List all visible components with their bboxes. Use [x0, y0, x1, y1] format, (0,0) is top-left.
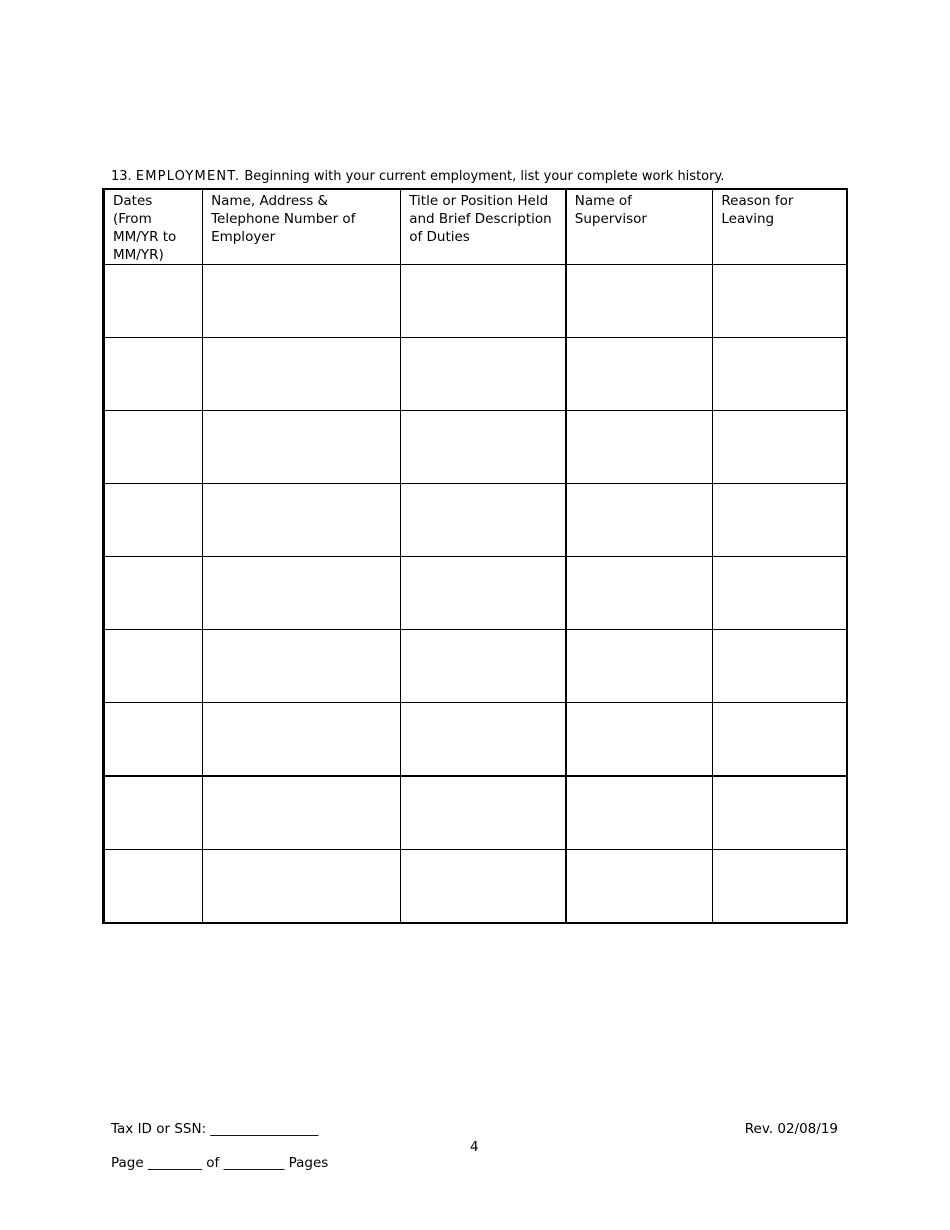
cell-title[interactable] — [401, 703, 566, 777]
section-number: 13. — [111, 169, 132, 184]
table-row — [104, 630, 848, 703]
table-row — [104, 557, 848, 630]
cell-supervisor[interactable] — [566, 265, 713, 338]
cell-employer[interactable] — [203, 557, 401, 630]
cell-title[interactable] — [401, 850, 566, 924]
cell-dates[interactable] — [104, 411, 203, 484]
cell-title[interactable] — [401, 557, 566, 630]
col-header-supervisor-label: Name of Supervisor — [574, 193, 647, 227]
employment-table — [102, 188, 848, 924]
page-of-pages-field[interactable]: Page ________ of _________ Pages — [111, 1155, 329, 1171]
col-header-employer — [203, 189, 401, 265]
table-row — [104, 703, 848, 777]
cell-employer[interactable] — [203, 630, 401, 703]
cell-dates[interactable] — [104, 630, 203, 703]
cell-reason[interactable] — [713, 703, 847, 777]
table-row — [104, 850, 848, 924]
section-instruction: Beginning with your current employment, list your complete work history. — [244, 169, 725, 184]
cell-employer[interactable] — [203, 776, 401, 850]
cell-reason[interactable] — [713, 411, 847, 484]
cell-reason[interactable] — [713, 338, 847, 411]
cell-employer[interactable] — [203, 265, 401, 338]
cell-employer[interactable] — [203, 484, 401, 557]
cell-reason[interactable] — [713, 776, 847, 850]
cell-reason[interactable] — [713, 850, 847, 924]
cell-supervisor[interactable] — [566, 338, 713, 411]
table-row — [104, 484, 848, 557]
col-header-reason-label: Reason for Leaving — [721, 193, 794, 227]
col-header-employer-label: Name, Address & Telephone Number of Employer — [211, 193, 356, 245]
cell-title[interactable] — [401, 776, 566, 850]
cell-title[interactable] — [401, 630, 566, 703]
cell-title[interactable] — [401, 411, 566, 484]
cell-supervisor[interactable] — [566, 850, 713, 924]
cell-employer[interactable] — [203, 411, 401, 484]
section-heading: EMPLOYMENT. — [135, 169, 241, 184]
col-header-reason — [713, 189, 847, 265]
cell-reason[interactable] — [713, 265, 847, 338]
cell-supervisor[interactable] — [566, 484, 713, 557]
cell-supervisor[interactable] — [566, 557, 713, 630]
cell-dates[interactable] — [104, 265, 203, 338]
cell-dates[interactable] — [104, 850, 203, 924]
cell-reason[interactable] — [713, 630, 847, 703]
cell-title[interactable] — [401, 338, 566, 411]
tax-id-field[interactable]: Tax ID or SSN: ________________ — [111, 1121, 319, 1137]
cell-employer[interactable] — [203, 850, 401, 924]
cell-supervisor[interactable] — [566, 630, 713, 703]
cell-dates[interactable] — [104, 338, 203, 411]
cell-supervisor[interactable] — [566, 411, 713, 484]
cell-reason[interactable] — [713, 557, 847, 630]
cell-employer[interactable] — [203, 338, 401, 411]
header-row — [104, 189, 848, 265]
cell-title[interactable] — [401, 484, 566, 557]
col-header-title — [401, 189, 566, 265]
cell-title[interactable] — [401, 265, 566, 338]
cell-dates[interactable] — [104, 776, 203, 850]
cell-employer[interactable] — [203, 703, 401, 777]
table-row — [104, 338, 848, 411]
section-title — [111, 169, 724, 184]
col-header-dates — [104, 189, 203, 265]
cell-supervisor[interactable] — [566, 776, 713, 850]
cell-dates[interactable] — [104, 557, 203, 630]
cell-dates[interactable] — [104, 703, 203, 777]
col-header-dates-label: Dates (From MM/YR to MM/YR) — [113, 193, 177, 263]
col-header-title-label: Title or Position Held and Brief Description of Duties — [409, 193, 552, 245]
col-header-supervisor — [566, 189, 713, 265]
table-row — [104, 776, 848, 850]
cell-dates[interactable] — [104, 484, 203, 557]
table-row — [104, 411, 848, 484]
cell-reason[interactable] — [713, 484, 847, 557]
table-row — [104, 265, 848, 338]
page-number: 4 — [470, 1139, 479, 1155]
cell-supervisor[interactable] — [566, 703, 713, 777]
revision-date: Rev. 02/08/19 — [744, 1121, 838, 1137]
